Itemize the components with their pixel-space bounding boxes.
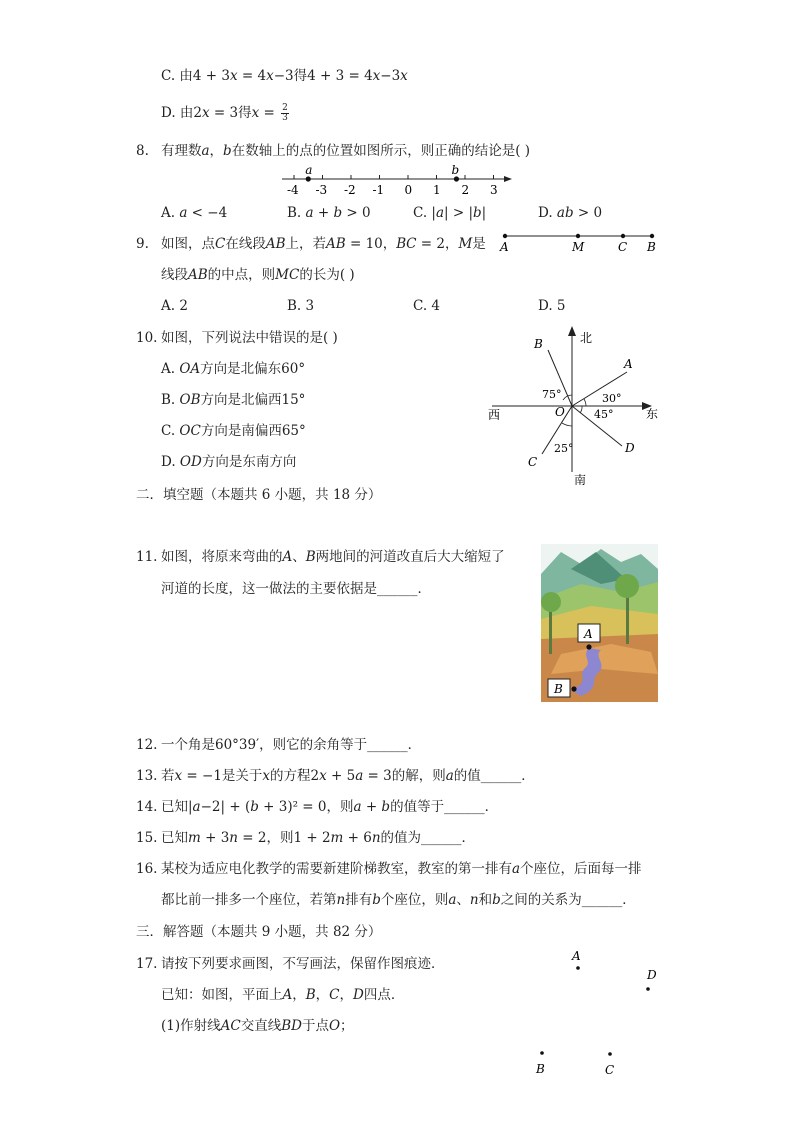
point-d-label: D — [647, 968, 657, 982]
q17-line2: 已知：如图，平面上𝐴，𝐵，𝐶，𝐷四点． — [161, 987, 405, 1003]
ray-d-label: D — [625, 441, 635, 455]
river-point-a-dot — [586, 644, 591, 649]
point-d-dot — [646, 987, 650, 991]
west-label: 西 — [488, 408, 501, 422]
river-point-b-label: B — [554, 682, 563, 696]
tick-label: 1 — [433, 183, 441, 197]
label-c: C — [618, 240, 628, 254]
point-a-label: A — [572, 949, 581, 963]
q14-number: 14. — [136, 799, 158, 815]
point-b-dot — [454, 176, 459, 181]
q17-line3: (1)作射线𝐴𝐶交直线𝐵𝐷于点𝑂； — [161, 1018, 354, 1034]
q16-line2: 都比前一排多一个座位，若第𝑛排有𝑏个座位，则𝑎、𝑛和𝑏之间的关系为______． — [161, 892, 636, 908]
segment-figure — [495, 228, 665, 256]
label-b: B — [647, 240, 656, 254]
q8-stem: 有理数𝑎，𝑏在数轴上的点的位置如图所示，则正确的结论是( ) — [161, 143, 531, 159]
q11-number: 11. — [136, 549, 158, 565]
river-point-a-label: A — [584, 627, 593, 641]
fraction-denominator: 3 — [282, 113, 288, 123]
tick-label: 0 — [404, 183, 413, 197]
q11-line1: 如图，将原来弯曲的𝐴、𝐵两地间的河道改直后大大缩短了 — [161, 549, 505, 565]
q17-line1: 请按下列要求画图，不写画法，保留作图痕迹． — [161, 956, 445, 972]
label-m: M — [572, 240, 585, 254]
origin-label: O — [555, 405, 565, 419]
q9-option-c: C. 4 — [413, 298, 441, 314]
river-point-b-dot — [571, 686, 576, 691]
q7-option-d — [161, 104, 289, 123]
q10-option-b: B. 𝑂𝐵方向是北偏西15° — [161, 392, 306, 408]
point-b-dot — [540, 1051, 544, 1055]
label-a: A — [500, 240, 509, 254]
q8-option-b: B. 𝑎 + 𝑏 > 0 — [287, 205, 371, 221]
north-arrow-icon — [568, 326, 576, 336]
q10-option-c: C. 𝑂𝐶方向是南偏西65° — [161, 423, 306, 439]
q12-text: 一个角是60°39′，则它的余角等于______． — [161, 737, 422, 753]
q7-option-c: C. 由4 + 3𝑥 = 4𝑥−3得4 + 3 = 4𝑥−3𝑥 — [161, 68, 408, 84]
compass-figure — [482, 322, 662, 492]
q15-number: 15. — [136, 830, 158, 846]
east-label: 东 — [646, 407, 659, 421]
point-a-label: a — [305, 163, 313, 177]
q7-option-d-text: D. 由2𝑥 = 3得𝑥 = — [161, 105, 275, 121]
tick-label: 3 — [490, 183, 498, 197]
point-c-dot — [621, 234, 625, 238]
tick-label: -2 — [344, 183, 356, 197]
q10-option-d: D. 𝑂𝐷方向是东南方向 — [161, 454, 297, 470]
q15-text: 已知𝑚 + 3𝑛 = 2，则1 + 2𝑚 + 6𝑛的值为______． — [161, 830, 476, 846]
point-a-dot — [306, 176, 311, 181]
q13-text: 若𝑥 = −1是关于𝑥的方程2𝑥 + 5𝑎 = 3的解，则𝑎的值______． — [161, 768, 535, 784]
q11-line2: 河道的长度，这一做法的主要依据是______． — [161, 581, 431, 597]
angle-30-label: 30° — [602, 392, 622, 405]
q10-stem: 如图，下列说法中错误的是( ) — [161, 330, 338, 346]
river-landscape-image — [541, 544, 658, 702]
q9-stem-line1: 如图，点𝐶在线段𝐴𝐵上，若𝐴𝐵 = 10，𝐵𝐶 = 2，𝑀是 — [161, 236, 486, 252]
point-b-dot — [650, 234, 654, 238]
q12-number: 12. — [136, 737, 158, 753]
angle-45-label: 45° — [594, 408, 614, 421]
point-a-dot — [503, 234, 507, 238]
q17-number: 17. — [136, 956, 158, 972]
q16-line1: 某校为适应电化教学的需要新建阶梯教室，教室的第一排有𝑎个座位，后面每一排 — [161, 861, 642, 877]
ray-b-label: B — [534, 337, 543, 351]
q9-option-d: D. 5 — [538, 298, 566, 314]
south-label: 南 — [574, 473, 587, 487]
tick-label: -3 — [315, 183, 328, 197]
north-label: 北 — [580, 331, 593, 345]
q10-number: 10. — [136, 330, 158, 346]
fraction-numerator: 2 — [282, 103, 288, 113]
angle-75-label: 75° — [542, 388, 562, 401]
q9-option-a: A. 2 — [161, 298, 188, 314]
angle-arc-45 — [580, 406, 582, 413]
q9-stem-line2: 线段𝐴𝐵的中点，则𝑀𝐶的长为( ) — [161, 267, 355, 283]
angle-arc-30 — [584, 399, 586, 406]
q9-number: 9. — [136, 236, 149, 252]
q8-option-c: C. |𝑎| > |𝑏| — [413, 205, 487, 221]
q8-number: 8. — [136, 143, 149, 159]
angle-arc-75 — [563, 395, 572, 400]
tick-label: -1 — [372, 183, 385, 197]
point-b-label: b — [451, 163, 460, 177]
fraction — [281, 104, 289, 123]
angle-25-label: 25° — [554, 442, 574, 455]
tick-label: 2 — [461, 183, 470, 197]
q9-option-b: B. 3 — [287, 298, 315, 314]
point-a-dot — [576, 966, 580, 970]
q16-number: 16. — [136, 861, 158, 877]
q14-text: 已知|𝑎−2| + (𝑏 + 3)² = 0，则𝑎 + 𝑏的值等于______． — [161, 799, 499, 815]
q13-number: 13. — [136, 768, 158, 784]
section-3-heading: 三．解答题（本题共 9 小题，共 82 分） — [136, 924, 382, 940]
point-b-label: B — [536, 1062, 545, 1076]
arrow-icon — [504, 176, 512, 182]
point-c-label: C — [605, 1063, 615, 1077]
four-points-figure — [525, 945, 665, 1080]
q8-option-d: D. 𝑎𝑏 > 0 — [538, 205, 603, 221]
section-2-heading: 二．填空题（本题共 6 小题，共 18 分） — [136, 487, 382, 503]
point-c-dot — [608, 1052, 612, 1056]
point-m-dot — [576, 234, 580, 238]
q8-option-a: A. 𝑎 < −4 — [161, 205, 228, 221]
number-line-figure — [280, 162, 515, 198]
q10-option-a: A. 𝑂𝐴方向是北偏东60° — [161, 361, 306, 377]
angle-arc-25 — [562, 423, 572, 426]
ray-a-label: A — [624, 357, 633, 371]
ray-c-label: C — [528, 455, 538, 469]
tick-label: -4 — [287, 183, 299, 197]
